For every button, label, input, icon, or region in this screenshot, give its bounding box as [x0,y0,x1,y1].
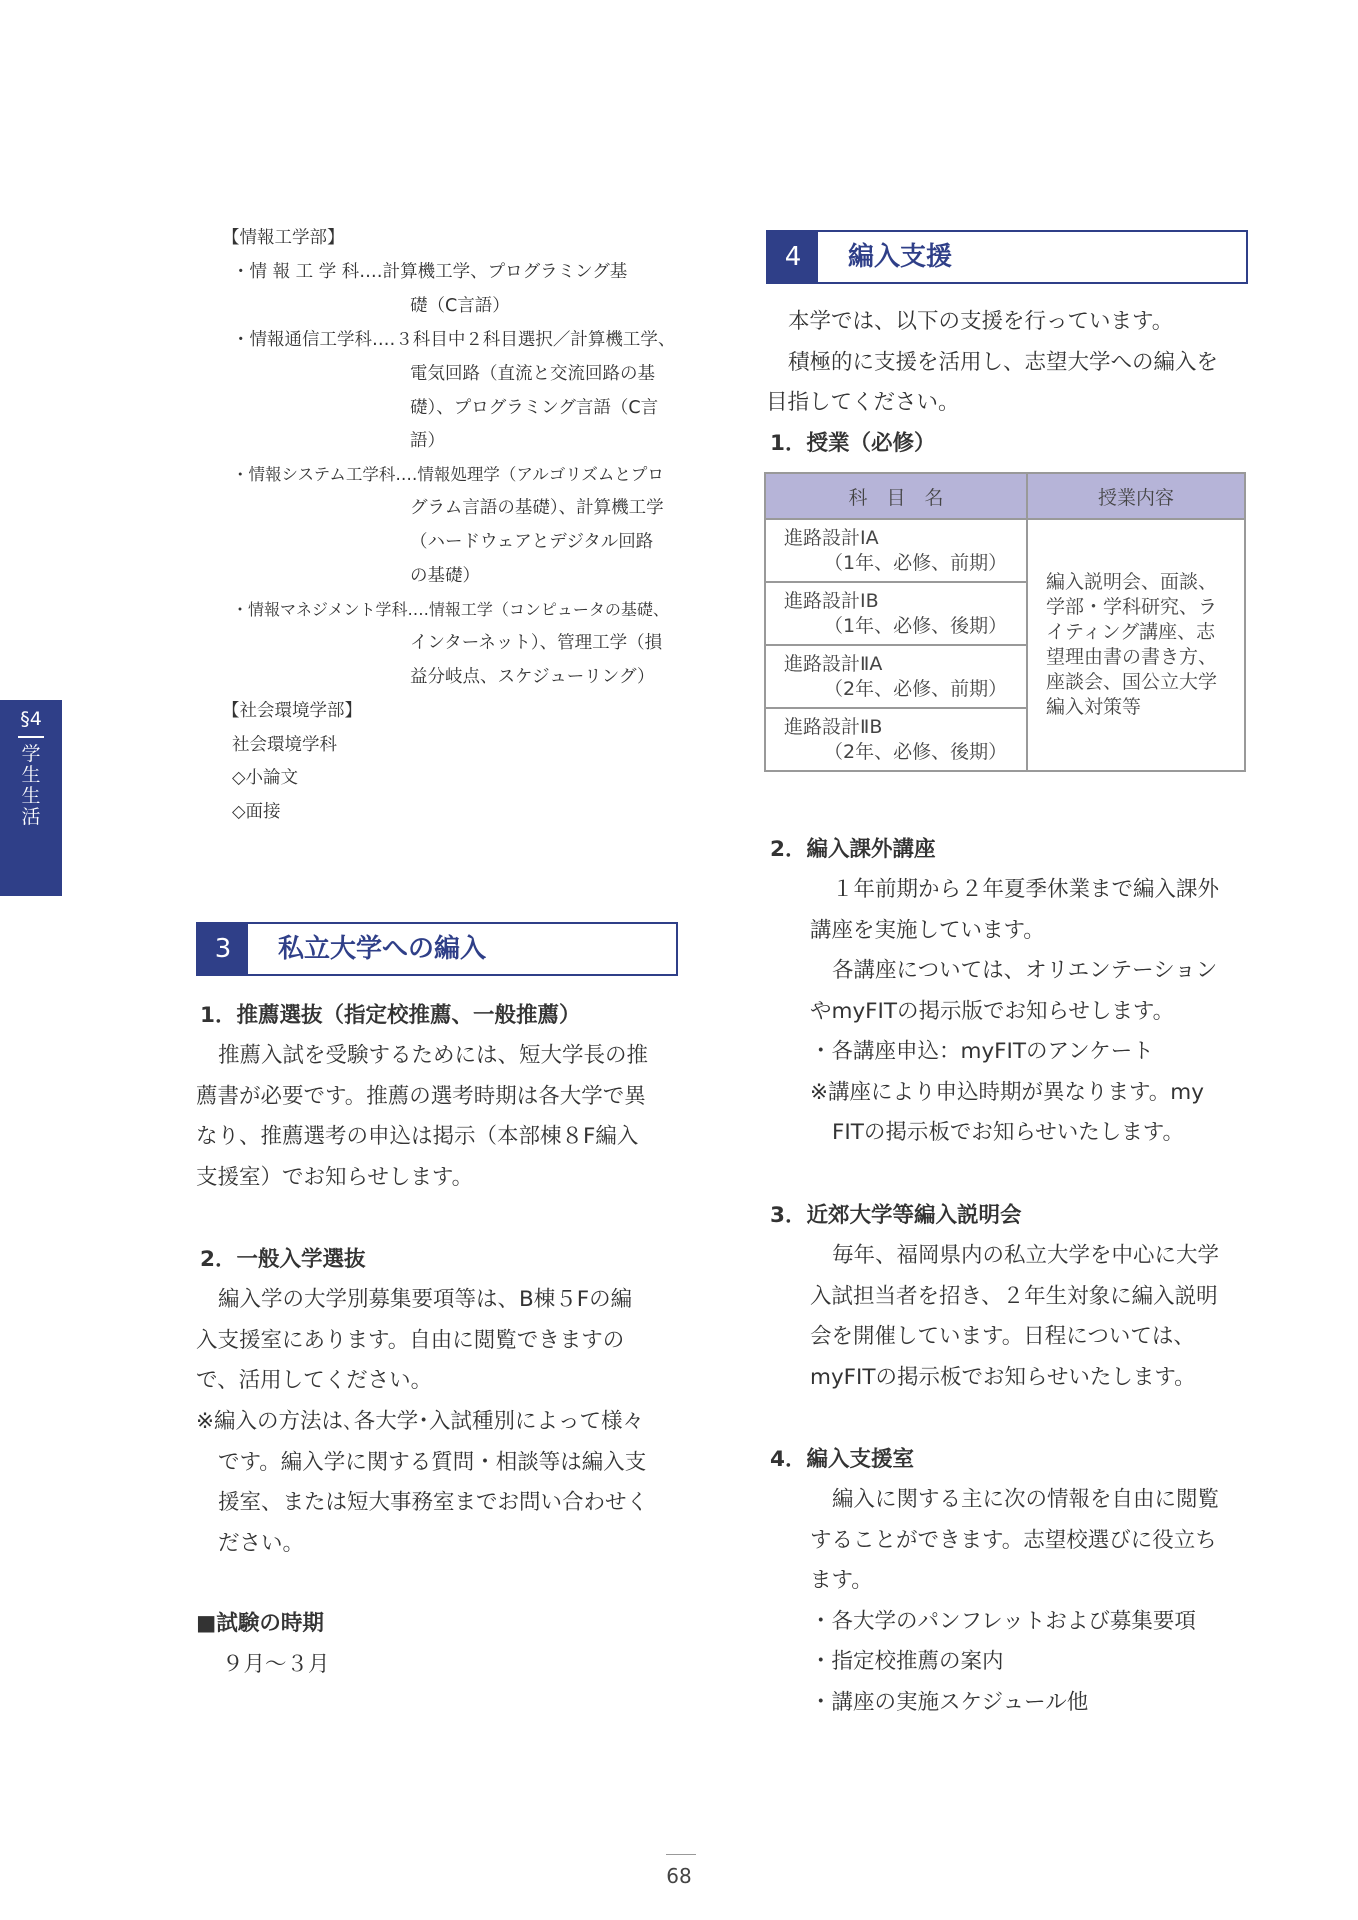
section-3-header [196,922,678,976]
list-item: ◇面接 [232,802,281,822]
exam-period: ９月〜３月 [222,1652,330,1677]
list-item: ・情 報 工 学 科‥‥計算機工学、プログラミング基 [232,262,628,282]
section-label-vertical: 学 生 生 活 [21,743,41,828]
paragraph: 編入に関する主に次の情報を自由に閲覧 することができます。志望校選びに役立ち ます。 ・各大学のパンフレットおよび募集要項 ・指定校推薦の案内 ・講座の実施スケジュール他 [810,1487,1220,1715]
paragraph: 編入学の大学別募集要項等は、B棟５Fの編 入支援室にあります。自由に閲覧できますの で、活用してください。 [196,1287,633,1393]
dept-social-env: 【社会環境学部】 [222,701,362,721]
course-content-cell: 編入説明会、面談、 学部・学科研究、ラ イティング講座、志 望理由書の書き方、 座談会、国公立大学 編入対策等 [1027,519,1245,771]
subheading: 2．編入課外講座 [770,837,936,862]
list-item: の基礎） [410,566,480,586]
course-cell: 進路設計ⅠA （1年、必修、前期） [765,519,1027,582]
dept-info-eng: 【情報工学部】 [222,228,345,248]
subheading: 4．編入支援室 [770,1447,914,1472]
section-title: 私立大学への編入 [278,934,487,964]
paragraph: 毎年、福岡県内の私立大学を中心に大学 入試担当者を招き、２年生対象に編入説明 会を開催しています。日程については、 myFITの掲示板でお知らせいたします。 [810,1243,1220,1390]
list-item: 語） [410,431,445,451]
paragraph: １年前期から２年夏季休業まで編入課外 講座を実施しています。 各講座については、オリエンテーション やmyFITの掲示版でお知らせします。 ・各講座申込：myFITのアンケート ※講座により申込時期が異なります。my FITの掲示板でお知らせいたします。 [810,877,1220,1145]
list-item: 益分岐点、スケジューリング） [410,667,655,687]
section-number: §4 [20,708,42,730]
page-number-rule [666,1854,696,1855]
subheading: 3．近郊大学等編入説明会 [770,1203,1022,1228]
course-cell: 進路設計ⅡA （2年、必修、前期） [765,645,1027,708]
course-cell: 進路設計ⅠB （1年、必修、後期） [765,582,1027,645]
list-item: 礎）、プログラミング言語（C言 [410,398,659,418]
list-item: ・情報システム工学科‥‥情報処理学（アルゴリズムとプロ [232,465,664,484]
section-number-badge: 3 [198,924,248,974]
subheading: 2．一般入学選抜 [200,1247,366,1272]
page-number: 68 [666,1864,692,1888]
list-item: （ハードウェアとデジタル回路 [410,532,654,552]
section-side-tab [0,700,62,896]
column-header: 授業内容 [1027,473,1245,519]
intro-paragraph: 本学では、以下の支援を行っています。 積極的に支援を活用し、志望大学への編入を 目指してください。 [766,309,1219,415]
list-item: インターネット）、管理工学（損 [410,633,663,653]
list-item: 社会環境学科 [232,735,337,755]
list-item: 電気回路（直流と交流回路の基 [410,364,655,384]
subheading: 1．推薦選抜（指定校推薦、一般推薦） [200,1003,581,1028]
table-header-row [765,473,1245,519]
course-table [764,472,1246,772]
subheading: ■試験の時期 [196,1611,324,1636]
table-row [765,519,1245,582]
list-item: ・情報マネジメント学科‥‥情報工学（コンピュータの基礎、 [232,600,669,619]
paragraph: 推薦入試を受験するためには、短大学長の推 薦書が必要です。推薦の選考時期は各大学で異 なり、推薦選考の申込は掲示（本部棟８F編入 支援室）でお知らせします。 [196,1043,649,1190]
course-cell: 進路設計ⅡB （2年、必修、後期） [765,708,1027,771]
subheading: 1．授業（必修） [770,431,936,456]
list-item: グラム言語の基礎）、計算機工学 [410,498,664,518]
column-header: 科 目 名 [765,473,1027,519]
section-4-header [766,230,1248,284]
list-item: 礎（C言語） [410,296,510,316]
section-title: 編入支援 [848,242,953,272]
note: ※編入の方法は､各大学･入試種別によって様々 です。編入学に関する質問・相談等は編入支 援室、または短大事務室までお問い合わせく ださい。 [196,1409,649,1556]
list-item: ◇小論文 [232,768,298,788]
list-item: ・情報通信工学科‥‥３科目中２科目選択／計算機工学、 [232,330,676,350]
section-number-badge: 4 [768,232,818,282]
divider [18,736,44,738]
